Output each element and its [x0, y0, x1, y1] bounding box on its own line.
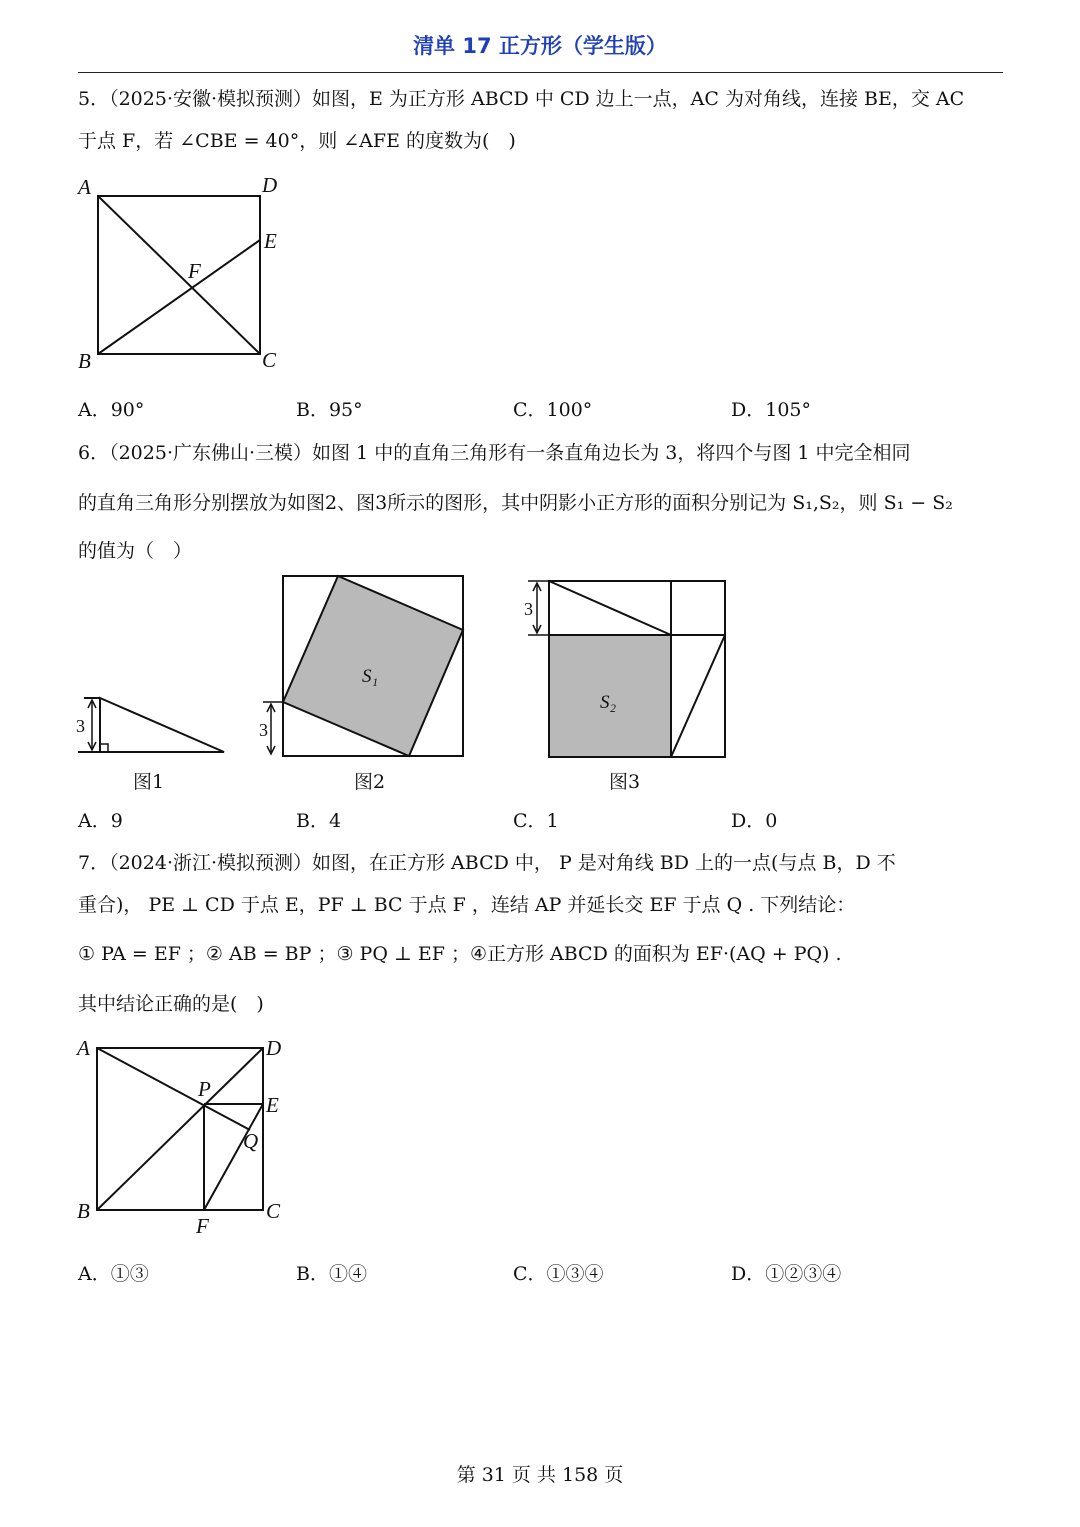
- q7-option-b[interactable]: B．①④: [296, 1263, 367, 1285]
- q6-text-line3: 的值为（ ）: [78, 540, 193, 562]
- q5-option-c[interactable]: C．100°: [513, 399, 593, 421]
- q7-label-b: B: [77, 1199, 90, 1223]
- fig1-side-label: 3: [76, 716, 85, 736]
- q5-label-f: F: [188, 259, 201, 283]
- q6-option-b[interactable]: B．4: [296, 810, 342, 832]
- fig3-caption: 图3: [609, 771, 641, 793]
- q5-option-a[interactable]: A．90°: [78, 399, 145, 421]
- q7-option-d[interactable]: D．①②③④: [731, 1263, 842, 1285]
- fig1-right-angle-mark: [100, 744, 108, 752]
- q5-label-a: A: [78, 175, 91, 199]
- q6-option-d[interactable]: D．0: [731, 810, 778, 832]
- q7-diagonal-bd: [97, 1048, 263, 1210]
- page-number: 第 31 页 共 158 页: [456, 1464, 624, 1486]
- q6-text-line2: 的直角三角形分别摆放为如图2、图3所示的图形，其中阴影小正方形的面积分别记为 S₁,S₂，则 S₁ − S₂: [78, 492, 953, 514]
- fig2-side-label: 3: [259, 720, 268, 740]
- document-title: 清单 17 正方形（学生版）: [413, 34, 667, 58]
- q7-option-a[interactable]: A．①③: [78, 1263, 149, 1285]
- q5-label-d: D: [262, 173, 278, 197]
- q7-text-line3: ① PA = EF ；② AB = BP ；③ PQ ⊥ EF ；④正方形 ABCD 的面积为 EF·(AQ + PQ) .: [78, 943, 842, 965]
- q7-text-line1: 7．（2024·浙江·模拟预测）如图，在正方形 ABCD 中， P 是对角线 BD 上的一点(与点 B，D 不: [78, 852, 896, 874]
- fig1-caption: 图1: [133, 771, 165, 793]
- q6-text-line1: 6．（2025·广东佛山·三模）如图 1 中的直角三角形有一条直角边长为 3，将四个与图 1 中完全相同: [78, 442, 911, 464]
- q7-text-line2: 重合)， PE ⊥ CD 于点 E，PF ⊥ BC 于点 F ，连结 AP 并延长交 EF 于点 Q . 下列结论：: [78, 894, 856, 916]
- q5-option-d[interactable]: D．105°: [731, 399, 811, 421]
- q5-diagonal-ac: [98, 196, 260, 354]
- header-divider: [78, 72, 1003, 73]
- q7-segment-ap: [97, 1048, 250, 1130]
- fig1-right-triangle: [100, 698, 224, 752]
- fig3-triangle-right-hyp: [671, 635, 725, 757]
- fig3-side-label: 3: [524, 599, 533, 619]
- q7-segment-ef: [204, 1104, 263, 1210]
- q7-label-c: C: [266, 1199, 281, 1223]
- fig2-s1-label: S₁: [362, 666, 379, 687]
- fig3-s2-label: S₂: [600, 692, 617, 713]
- q5-option-b[interactable]: B．95°: [296, 399, 363, 421]
- q5-segment-be: [98, 240, 260, 354]
- q7-label-d: D: [266, 1036, 282, 1060]
- q7-text-line4: 其中结论正确的是( ): [78, 993, 264, 1015]
- q7-label-a: A: [77, 1036, 90, 1060]
- q7-label-p: P: [198, 1077, 211, 1101]
- q7-option-c[interactable]: C．①③④: [513, 1263, 604, 1285]
- q6-option-a[interactable]: A．9: [78, 810, 123, 832]
- q6-figure3: [520, 575, 730, 760]
- q7-figure: [70, 1030, 300, 1240]
- q5-label-b: B: [78, 349, 91, 373]
- fig3-triangle-top-hyp: [549, 581, 671, 635]
- q6-figure1: [72, 690, 232, 760]
- q5-label-e: E: [264, 229, 277, 253]
- q7-label-f: F: [196, 1214, 209, 1238]
- q7-label-q: Q: [243, 1129, 259, 1153]
- q6-option-c[interactable]: C．1: [513, 810, 559, 832]
- q5-text-line1: 5．（2025·安徽·模拟预测）如图，E 为正方形 ABCD 中 CD 边上一点，AC 为对角线，连接 BE，交 AC: [78, 88, 965, 110]
- q7-label-e: E: [266, 1093, 279, 1117]
- fig2-caption: 图2: [354, 771, 386, 793]
- q5-label-c: C: [262, 348, 277, 372]
- q6-figure2: [255, 572, 470, 762]
- q5-figure: [70, 170, 300, 380]
- q5-text-line2: 于点 F，若 ∠CBE = 40°，则 ∠AFE 的度数为( ): [78, 130, 516, 152]
